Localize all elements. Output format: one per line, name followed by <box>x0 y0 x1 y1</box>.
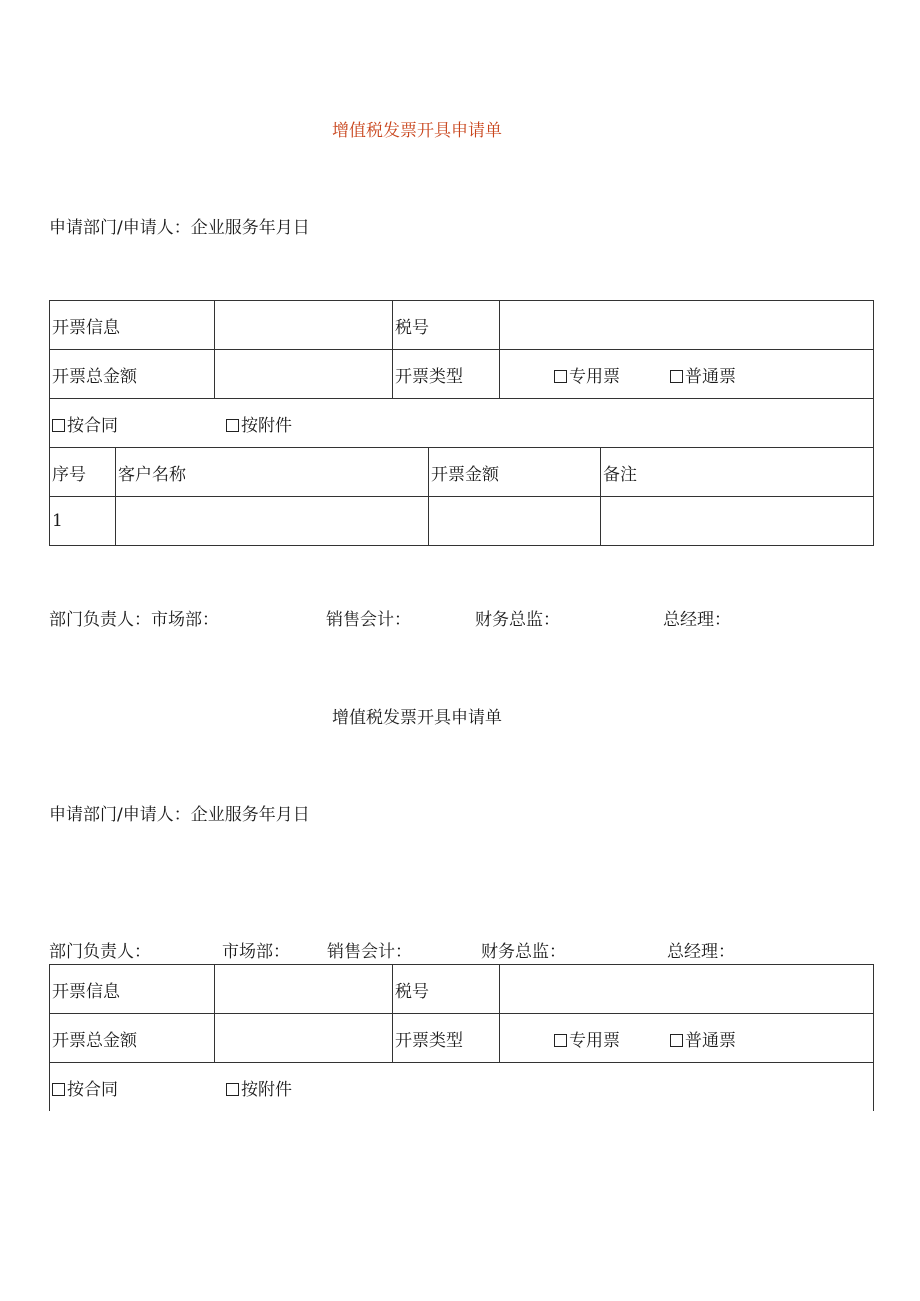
basis-options <box>50 399 874 448</box>
invoice-info-value[interactable] <box>215 301 393 350</box>
row1-note[interactable] <box>601 497 874 546</box>
special-ticket-checkbox[interactable] <box>554 1034 567 1047</box>
basis-options <box>50 1063 874 1112</box>
normal-ticket-label: 普通票 <box>685 366 736 387</box>
form2-sig-market-dept: 市场部： <box>222 942 290 962</box>
normal-ticket-label: 普通票 <box>685 1030 736 1051</box>
total-amount-value[interactable] <box>215 1014 393 1063</box>
form1-sig-dept-head: 部门负责人：市场部： <box>49 610 219 630</box>
total-amount-label: 开票总金额 <box>50 350 215 399</box>
special-ticket-label: 专用票 <box>569 366 620 387</box>
row1-customer[interactable] <box>116 497 429 546</box>
tax-no-value[interactable] <box>500 965 874 1014</box>
invoice-info-label: 开票信息 <box>50 301 215 350</box>
total-amount-value[interactable] <box>215 350 393 399</box>
by-attachment-label: 按附件 <box>241 415 292 436</box>
tax-no-value[interactable] <box>500 301 874 350</box>
form2-sig-finance-director: 财务总监： <box>481 942 566 962</box>
normal-ticket-checkbox[interactable] <box>670 370 683 383</box>
form2-applicant-line: 申请部门/申请人：企业服务年月日 <box>49 805 310 825</box>
form2-sig-sales-accountant: 销售会计： <box>327 942 412 962</box>
by-contract-checkbox[interactable] <box>52 1083 65 1096</box>
invoice-type-label: 开票类型 <box>393 1014 500 1063</box>
form1-sig-finance-director: 财务总监： <box>475 610 560 630</box>
total-amount-label: 开票总金额 <box>50 1014 215 1063</box>
form2-sig-dept-head: 部门负责人： <box>49 942 151 962</box>
invoice-info-label: 开票信息 <box>50 965 215 1014</box>
col-note-header: 备注 <box>601 448 874 497</box>
normal-ticket-checkbox[interactable] <box>670 1034 683 1047</box>
form1-detail-table <box>49 447 874 546</box>
by-attachment-checkbox[interactable] <box>226 1083 239 1096</box>
form1-info-table <box>49 300 874 448</box>
invoice-type-label: 开票类型 <box>393 350 500 399</box>
row1-amount[interactable] <box>429 497 601 546</box>
col-amount-header: 开票金额 <box>429 448 601 497</box>
form1-applicant-line: 申请部门/申请人：企业服务年月日 <box>49 218 310 238</box>
form2-info-table <box>49 964 874 1111</box>
form1-sig-sales-accountant: 销售会计： <box>326 610 411 630</box>
form1-sig-general-manager: 总经理： <box>663 610 731 630</box>
invoice-type-options <box>500 1014 874 1063</box>
form2-sig-general-manager: 总经理： <box>667 942 735 962</box>
col-seq-header: 序号 <box>50 448 116 497</box>
special-ticket-label: 专用票 <box>569 1030 620 1051</box>
form2-title: 增值税发票开具申请单 <box>332 708 502 728</box>
by-attachment-checkbox[interactable] <box>226 419 239 432</box>
form1-title: 增值税发票开具申请单 <box>332 121 502 141</box>
by-contract-label: 按合同 <box>67 415 118 436</box>
invoice-type-options <box>500 350 874 399</box>
row1-seq: 1 <box>50 497 116 546</box>
tax-no-label: 税号 <box>393 301 500 350</box>
by-attachment-label: 按附件 <box>241 1079 292 1100</box>
invoice-info-value[interactable] <box>215 965 393 1014</box>
special-ticket-checkbox[interactable] <box>554 370 567 383</box>
by-contract-label: 按合同 <box>67 1079 118 1100</box>
col-customer-header: 客户名称 <box>116 448 429 497</box>
by-contract-checkbox[interactable] <box>52 419 65 432</box>
tax-no-label: 税号 <box>393 965 500 1014</box>
